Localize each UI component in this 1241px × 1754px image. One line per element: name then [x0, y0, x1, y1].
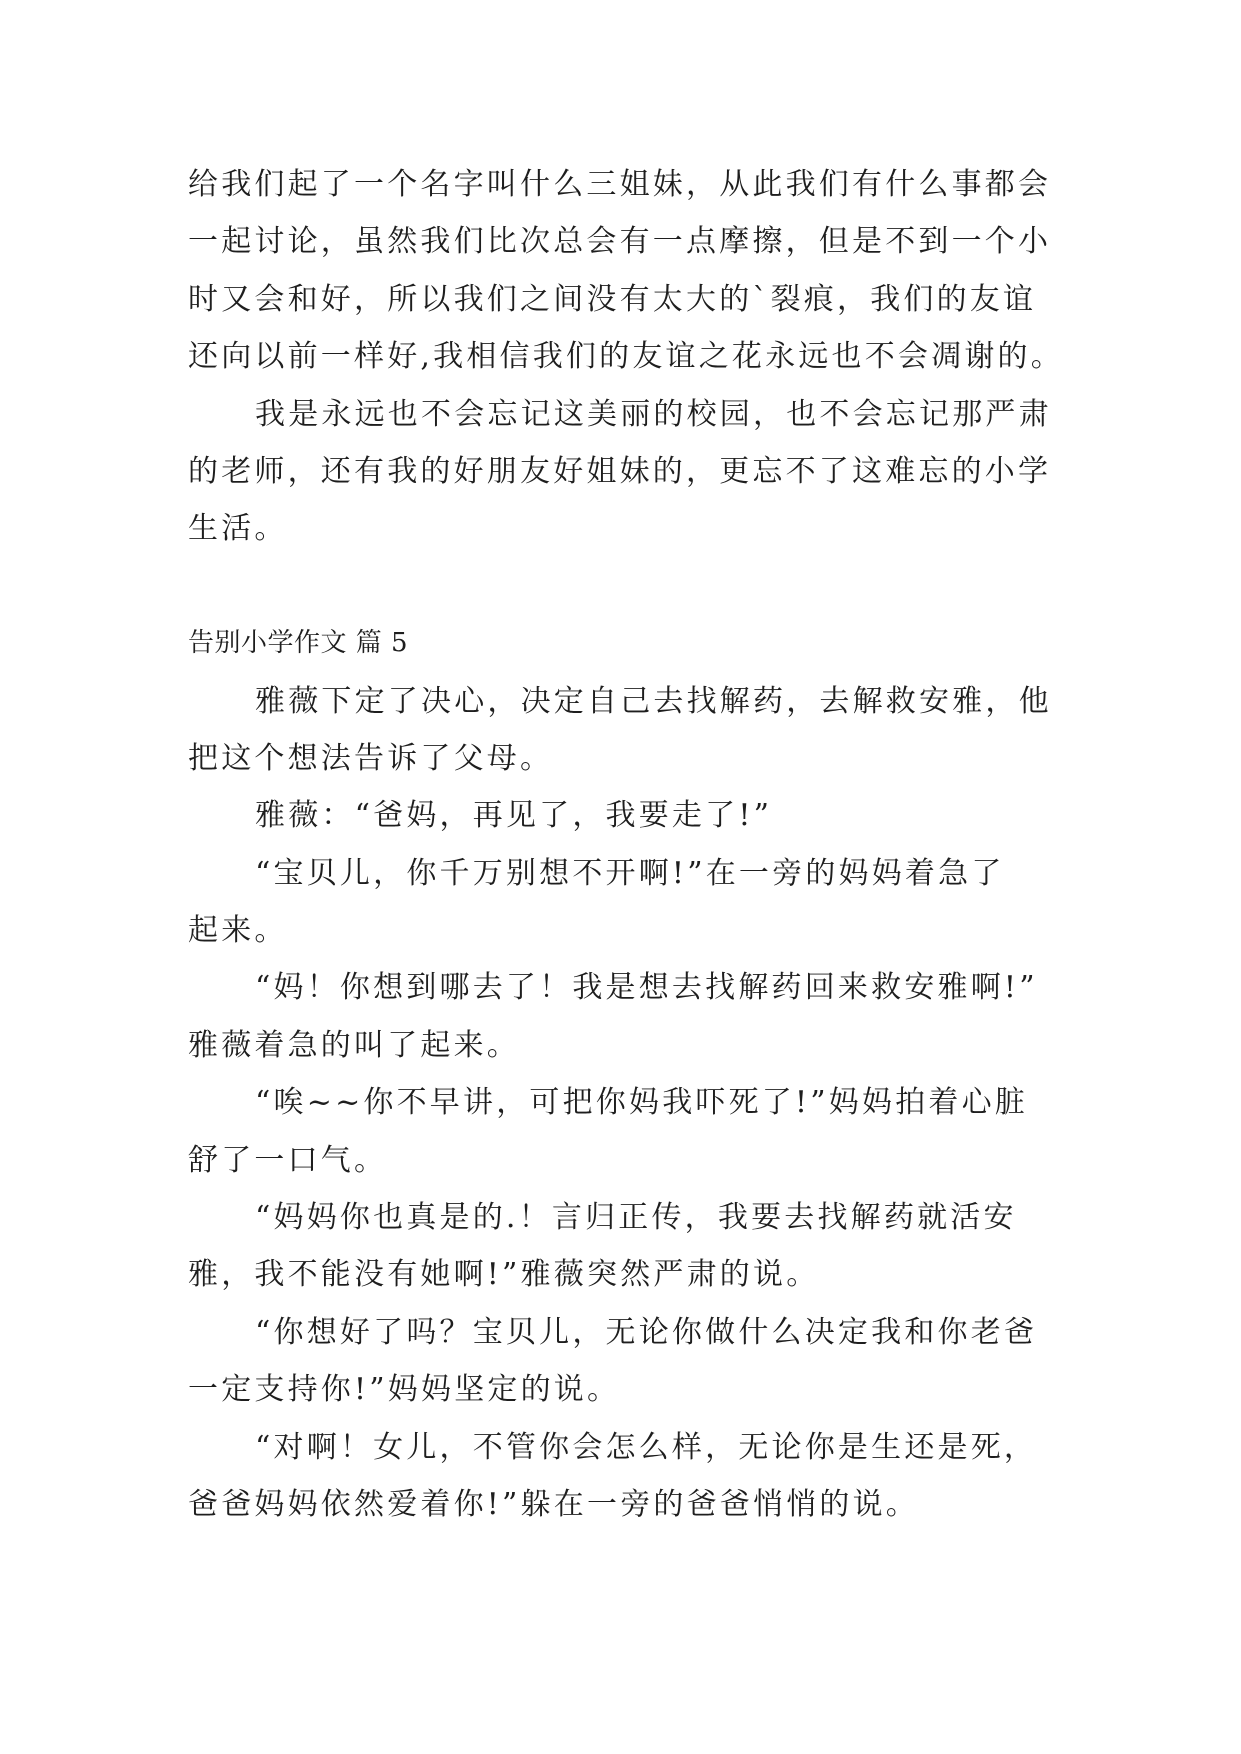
- text-line: “你想好了吗？宝贝儿，无论你做什么决定我和你老爸: [255, 1314, 1038, 1350]
- text-line: 一定支持你!”妈妈坚定的说。: [188, 1372, 621, 1408]
- paragraph: [188, 1074, 1108, 1189]
- text-line: 给我们起了一个名字叫什么三姐妹，从此我们有什么事都会: [188, 167, 1052, 202]
- text-line: 把这个想法告诉了父母。: [188, 740, 554, 776]
- text-line: “对啊！女儿，不管你会怎么样，无论你是生还是死，: [255, 1429, 1038, 1465]
- text-line: 还向以前一样好,我相信我们的友谊之花永远也不会凋谢的。: [188, 339, 1064, 375]
- text-line: 一起讨论，虽然我们比次总会有一点摩擦，但是不到一个小: [188, 224, 1052, 260]
- text-line: 时又会和好，所以我们之间没有太大的`裂痕，我们的友谊: [188, 281, 1037, 317]
- text-line: 爸爸妈妈依然爱着你!”躲在一旁的爸爸悄悄的说。: [188, 1486, 919, 1522]
- text-line: 生活。: [188, 511, 288, 547]
- paragraph: [188, 959, 1108, 1074]
- paragraph: [188, 673, 1108, 788]
- section-1: [188, 558, 1108, 1534]
- text-line: 舒了一口气。: [188, 1142, 388, 1178]
- document-page: [188, 156, 1108, 1533]
- text-line: 雅薇着急的叫了起来。: [188, 1027, 520, 1063]
- text-line: “妈妈你也真是的.！言归正传，我要去找解药就活安: [255, 1200, 1017, 1236]
- section-gap: [188, 558, 1108, 615]
- paragraph: [188, 1189, 1108, 1304]
- paragraph: [188, 787, 1108, 844]
- text-line: “唉~~你不早讲，可把你妈我吓死了!”妈妈拍着心脏: [255, 1085, 1029, 1121]
- text-line: 雅，我不能没有她啊!”雅薇突然严肃的说。: [188, 1257, 820, 1293]
- text-line: 雅薇：“爸妈，再见了，我要走了!”: [255, 798, 773, 834]
- text-line: 雅薇下定了决心，决定自己去找解药，去解救安雅，他: [255, 683, 1052, 719]
- text-line: “妈！你想到哪去了！我是想去找解药回来救安雅啊!”: [255, 970, 1038, 1006]
- text-line: 我是永远也不会忘记这美丽的校园，也不会忘记那严肃: [255, 396, 1052, 432]
- paragraph: [188, 1304, 1108, 1419]
- text-line: 起来。: [188, 913, 288, 949]
- paragraph: [188, 386, 1108, 558]
- paragraph: [188, 156, 1108, 386]
- paragraph: [188, 1419, 1108, 1534]
- section-0: [188, 156, 1108, 558]
- paragraph: [188, 845, 1108, 960]
- text-line: 的老师，还有我的好朋友好姐妹的，更忘不了这难忘的小学: [188, 453, 1052, 489]
- text-line: “宝贝儿，你千万别想不开啊!”在一旁的妈妈着急了: [255, 855, 1005, 891]
- section-heading: 告别小学作文 篇 5: [188, 628, 409, 659]
